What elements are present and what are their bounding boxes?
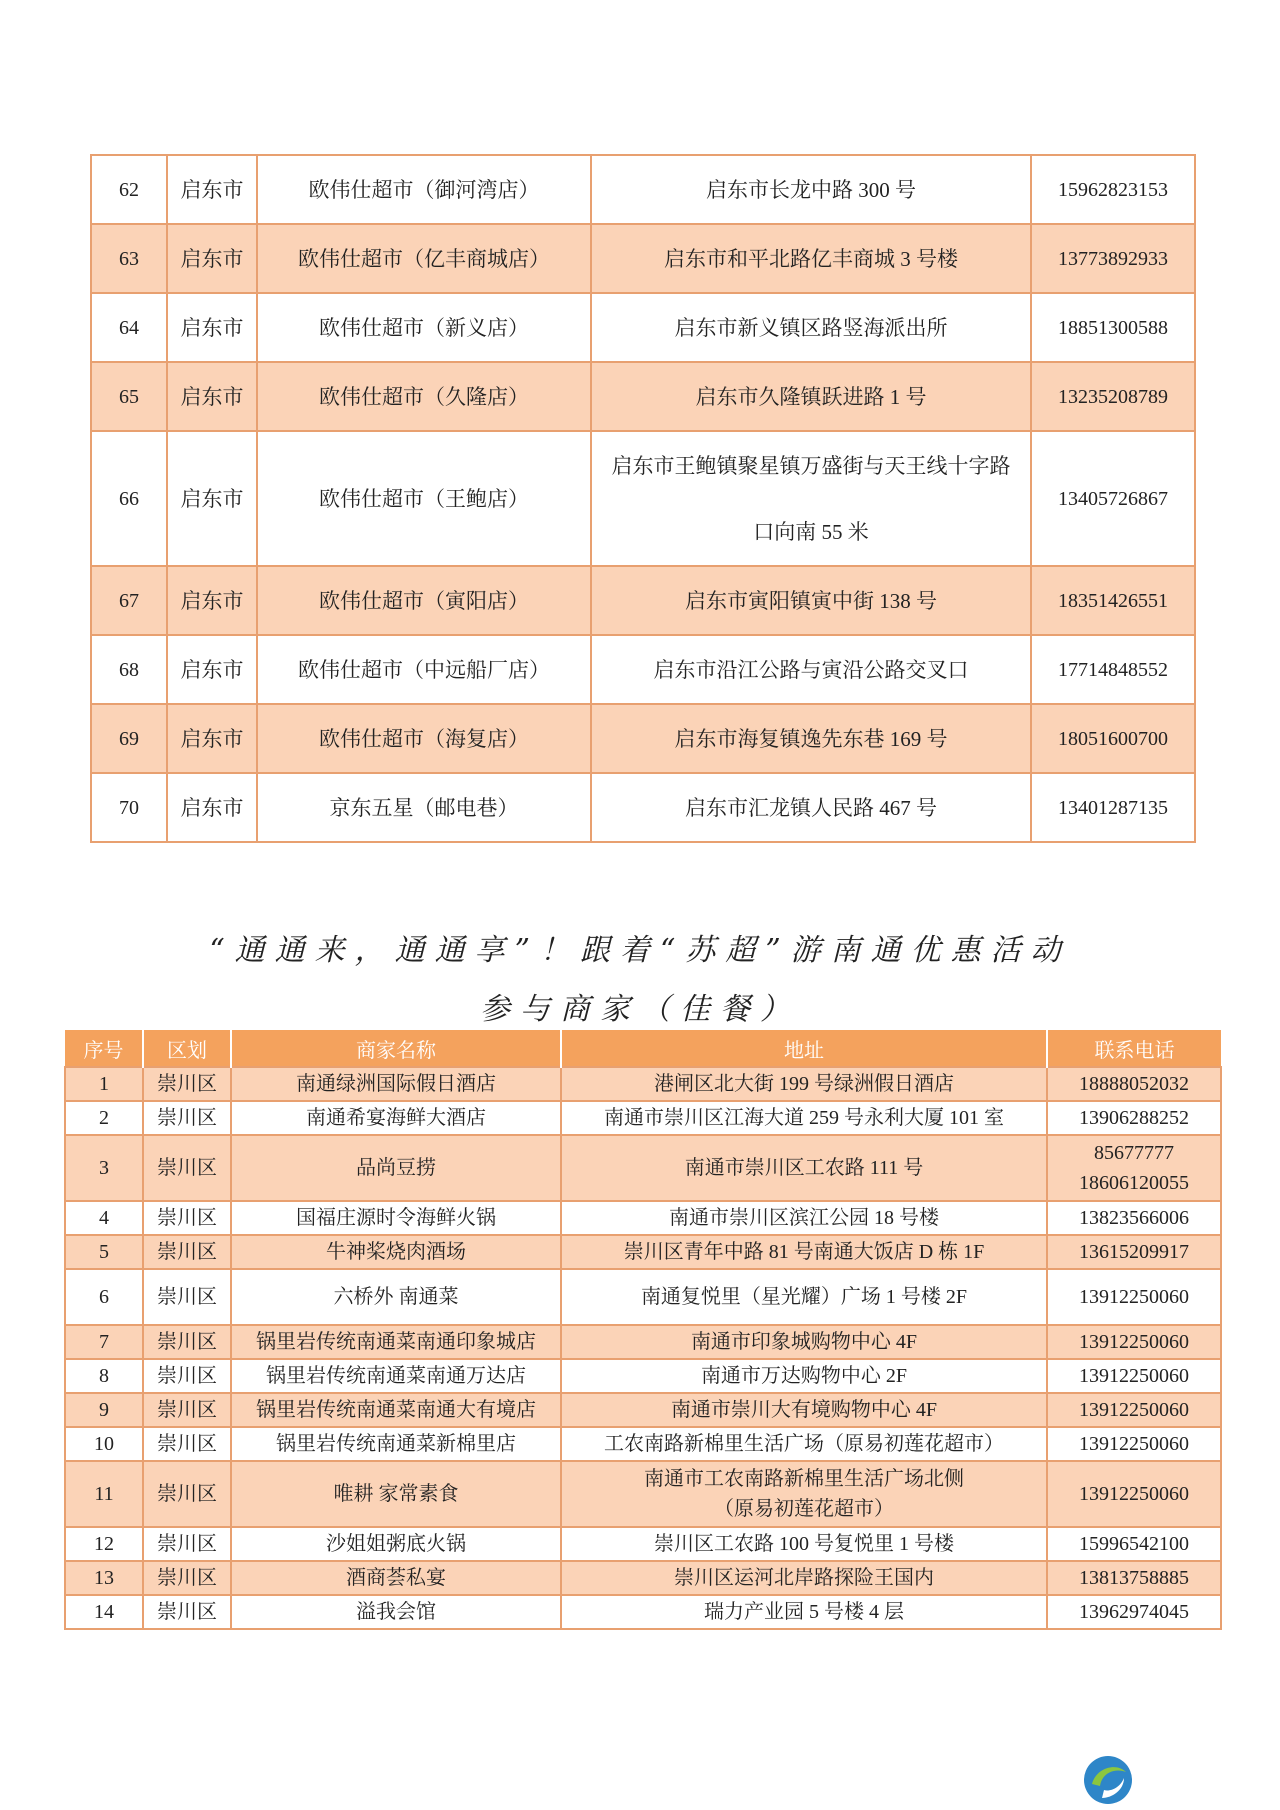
address-cell: 启东市沿江公路与寅沿公路交叉口 <box>591 635 1031 704</box>
merchant-name-cell: 品尚豆捞 <box>231 1135 561 1201</box>
address-cell: 崇川区运河北岸路探险王国内 <box>561 1561 1047 1595</box>
phone-cell: 18851300588 <box>1031 293 1195 362</box>
phone-cell: 13912250060 <box>1047 1427 1221 1461</box>
merchant-name-cell: 沙姐姐粥底火锅 <box>231 1527 561 1561</box>
merchant-name-cell: 欧伟仕超市（王鲍店） <box>257 431 591 566</box>
district-cell: 启东市 <box>167 773 257 842</box>
table-row <box>91 362 1195 431</box>
address-cell: 启东市久隆镇跃进路 1 号 <box>591 362 1031 431</box>
phone-cell: 13773892933 <box>1031 224 1195 293</box>
merchant-name-cell: 六桥外 南通菜 <box>231 1269 561 1325</box>
header-no: 序号 <box>65 1030 143 1067</box>
address-cell: 崇川区工农路 100 号复悦里 1 号楼 <box>561 1527 1047 1561</box>
merchant-name-cell: 南通绿洲国际假日酒店 <box>231 1067 561 1101</box>
logo-icon <box>1082 1754 1134 1806</box>
district-cell: 启东市 <box>167 362 257 431</box>
address-cell: 南通市崇川区江海大道 259 号永利大厦 101 室 <box>561 1101 1047 1135</box>
row-number: 13 <box>65 1561 143 1595</box>
table-row <box>91 224 1195 293</box>
phone-cell: 18888052032 <box>1047 1067 1221 1101</box>
phone-cell: 13401287135 <box>1031 773 1195 842</box>
phone-line-2: 18606120055 <box>1079 1172 1189 1194</box>
phone-cell: 13912250060 <box>1047 1359 1221 1393</box>
table-row <box>91 155 1195 224</box>
district-cell: 启东市 <box>167 431 257 566</box>
row-number: 3 <box>65 1135 143 1201</box>
district-cell: 崇川区 <box>143 1393 231 1427</box>
table-row <box>65 1067 1221 1101</box>
phone-cell: 13235208789 <box>1031 362 1195 431</box>
table-header-row <box>65 1030 1221 1067</box>
table-row <box>65 1269 1221 1325</box>
address-cell: 启东市长龙中路 300 号 <box>591 155 1031 224</box>
phone-cell <box>1047 1135 1221 1201</box>
row-number: 5 <box>65 1235 143 1269</box>
table-row <box>65 1235 1221 1269</box>
address-cell: 启东市和平北路亿丰商城 3 号楼 <box>591 224 1031 293</box>
district-cell: 崇川区 <box>143 1527 231 1561</box>
table-row <box>91 704 1195 773</box>
address-line-1: 南通市工农南路新棉里生活广场北侧 <box>644 1468 964 1490</box>
row-number: 66 <box>91 431 167 566</box>
row-number: 64 <box>91 293 167 362</box>
address-cell: 启东市汇龙镇人民路 467 号 <box>591 773 1031 842</box>
merchant-name-cell: 欧伟仕超市（御河湾店） <box>257 155 591 224</box>
address-cell <box>561 1461 1047 1527</box>
address-line-2: （原易初莲花超市） <box>714 1498 894 1520</box>
district-cell: 启东市 <box>167 293 257 362</box>
table-row <box>65 1101 1221 1135</box>
phone-cell: 13912250060 <box>1047 1325 1221 1359</box>
address-cell: 启东市海复镇逸先东巷 169 号 <box>591 704 1031 773</box>
address-cell: 启东市寅阳镇寅中街 138 号 <box>591 566 1031 635</box>
address-cell: 南通市万达购物中心 2F <box>561 1359 1047 1393</box>
row-number: 10 <box>65 1427 143 1461</box>
row-number: 2 <box>65 1101 143 1135</box>
table-row <box>65 1595 1221 1629</box>
phone-cell: 18051600700 <box>1031 704 1195 773</box>
merchant-name-cell: 欧伟仕超市（新义店） <box>257 293 591 362</box>
row-number: 68 <box>91 635 167 704</box>
address-cell: 南通市崇川区工农路 111 号 <box>561 1135 1047 1201</box>
merchant-name-cell: 京东五星（邮电巷） <box>257 773 591 842</box>
row-number: 8 <box>65 1359 143 1393</box>
address-cell: 南通市印象城购物中心 4F <box>561 1325 1047 1359</box>
header-name: 商家名称 <box>231 1030 561 1067</box>
district-cell: 启东市 <box>167 635 257 704</box>
address-line-1: 启东市王鲍镇聚星镇万盛街与天王线十字路 <box>611 453 1011 478</box>
address-cell: 港闸区北大街 199 号绿洲假日酒店 <box>561 1067 1047 1101</box>
phone-cell: 13912250060 <box>1047 1393 1221 1427</box>
table-row <box>65 1201 1221 1235</box>
phone-cell: 13405726867 <box>1031 431 1195 566</box>
address-cell: 启东市新义镇区路竖海派出所 <box>591 293 1031 362</box>
address-cell: 崇川区青年中路 81 号南通大饭店 D 栋 1F <box>561 1235 1047 1269</box>
phone-cell: 13962974045 <box>1047 1595 1221 1629</box>
district-cell: 启东市 <box>167 704 257 773</box>
row-number: 9 <box>65 1393 143 1427</box>
merchant-name-cell: 欧伟仕超市（久隆店） <box>257 362 591 431</box>
merchant-name-cell: 南通希宴海鲜大酒店 <box>231 1101 561 1135</box>
address-cell <box>591 431 1031 566</box>
phone-cell: 13906288252 <box>1047 1101 1221 1135</box>
district-cell: 崇川区 <box>143 1325 231 1359</box>
merchant-name-cell: 锅里岩传统南通菜新棉里店 <box>231 1427 561 1461</box>
table-row <box>65 1427 1221 1461</box>
row-number: 70 <box>91 773 167 842</box>
table-row <box>91 566 1195 635</box>
table-row <box>65 1561 1221 1595</box>
address-cell: 工农南路新棉里生活广场（原易初莲花超市） <box>561 1427 1047 1461</box>
phone-cell: 13912250060 <box>1047 1461 1221 1527</box>
district-cell: 崇川区 <box>143 1595 231 1629</box>
address-cell: 南通市崇川区滨江公园 18 号楼 <box>561 1201 1047 1235</box>
phone-cell: 15962823153 <box>1031 155 1195 224</box>
district-cell: 崇川区 <box>143 1101 231 1135</box>
merchant-name-cell: 锅里岩传统南通菜南通万达店 <box>231 1359 561 1393</box>
row-number: 1 <box>65 1067 143 1101</box>
merchant-name-cell: 唯耕 家常素食 <box>231 1461 561 1527</box>
table-row <box>65 1359 1221 1393</box>
row-number: 63 <box>91 224 167 293</box>
merchant-name-cell: 牛神桨烧肉酒场 <box>231 1235 561 1269</box>
phone-cell: 17714848552 <box>1031 635 1195 704</box>
address-cell: 瑞力产业园 5 号楼 4 层 <box>561 1595 1047 1629</box>
table-row <box>65 1135 1221 1201</box>
merchant-name-cell: 酒商荟私宴 <box>231 1561 561 1595</box>
address-line-2: 口向南 55 米 <box>753 519 869 544</box>
table-row <box>65 1325 1221 1359</box>
district-cell: 崇川区 <box>143 1235 231 1269</box>
phone-cell: 15996542100 <box>1047 1527 1221 1561</box>
row-number: 69 <box>91 704 167 773</box>
merchant-name-cell: 欧伟仕超市（海复店） <box>257 704 591 773</box>
district-cell: 启东市 <box>167 155 257 224</box>
table-row <box>65 1527 1221 1561</box>
district-cell: 崇川区 <box>143 1067 231 1101</box>
table-row <box>91 635 1195 704</box>
district-cell: 崇川区 <box>143 1427 231 1461</box>
header-district: 区划 <box>143 1030 231 1067</box>
phone-cell: 13615209917 <box>1047 1235 1221 1269</box>
merchant-name-cell: 锅里岩传统南通菜南通大有境店 <box>231 1393 561 1427</box>
table-row <box>65 1461 1221 1527</box>
row-number: 6 <box>65 1269 143 1325</box>
phone-cell: 18351426551 <box>1031 566 1195 635</box>
row-number: 4 <box>65 1201 143 1235</box>
table-row <box>91 431 1195 566</box>
merchant-name-cell: 国福庄源时令海鲜火锅 <box>231 1201 561 1235</box>
table-row <box>91 773 1195 842</box>
table-row <box>91 293 1195 362</box>
merchant-table-qidong <box>90 154 1196 843</box>
row-number: 14 <box>65 1595 143 1629</box>
district-cell: 启东市 <box>167 566 257 635</box>
merchant-name-cell: 欧伟仕超市（亿丰商城店） <box>257 224 591 293</box>
district-cell: 崇川区 <box>143 1561 231 1595</box>
merchant-name-cell: 欧伟仕超市（寅阳店） <box>257 566 591 635</box>
header-phone: 联系电话 <box>1047 1030 1221 1067</box>
merchant-table-dining <box>64 1030 1222 1630</box>
section-title-line-2: 参与商家（佳餐） <box>480 992 800 1027</box>
address-cell: 南通市崇川大有境购物中心 4F <box>561 1393 1047 1427</box>
phone-line-1: 85677777 <box>1094 1142 1174 1164</box>
header-address: 地址 <box>561 1030 1047 1067</box>
merchant-name-cell: 溢我会馆 <box>231 1595 561 1629</box>
district-cell: 崇川区 <box>143 1269 231 1325</box>
row-number: 11 <box>65 1461 143 1527</box>
district-cell: 崇川区 <box>143 1201 231 1235</box>
district-cell: 启东市 <box>167 224 257 293</box>
district-cell: 崇川区 <box>143 1135 231 1201</box>
phone-cell: 13823566006 <box>1047 1201 1221 1235</box>
merchant-name-cell: 欧伟仕超市（中远船厂店） <box>257 635 591 704</box>
merchant-name-cell: 锅里岩传统南通菜南通印象城店 <box>231 1325 561 1359</box>
row-number: 62 <box>91 155 167 224</box>
phone-cell: 13912250060 <box>1047 1269 1221 1325</box>
phone-cell: 13813758885 <box>1047 1561 1221 1595</box>
district-cell: 崇川区 <box>143 1359 231 1393</box>
district-cell: 崇川区 <box>143 1461 231 1527</box>
row-number: 12 <box>65 1527 143 1561</box>
table-row <box>65 1393 1221 1427</box>
address-cell: 南通复悦里（星光耀）广场 1 号楼 2F <box>561 1269 1047 1325</box>
row-number: 67 <box>91 566 167 635</box>
row-number: 65 <box>91 362 167 431</box>
row-number: 7 <box>65 1325 143 1359</box>
section-title-line-1: “通通来，通通享”！跟着“苏超”游南通优惠活动 <box>209 933 1071 968</box>
